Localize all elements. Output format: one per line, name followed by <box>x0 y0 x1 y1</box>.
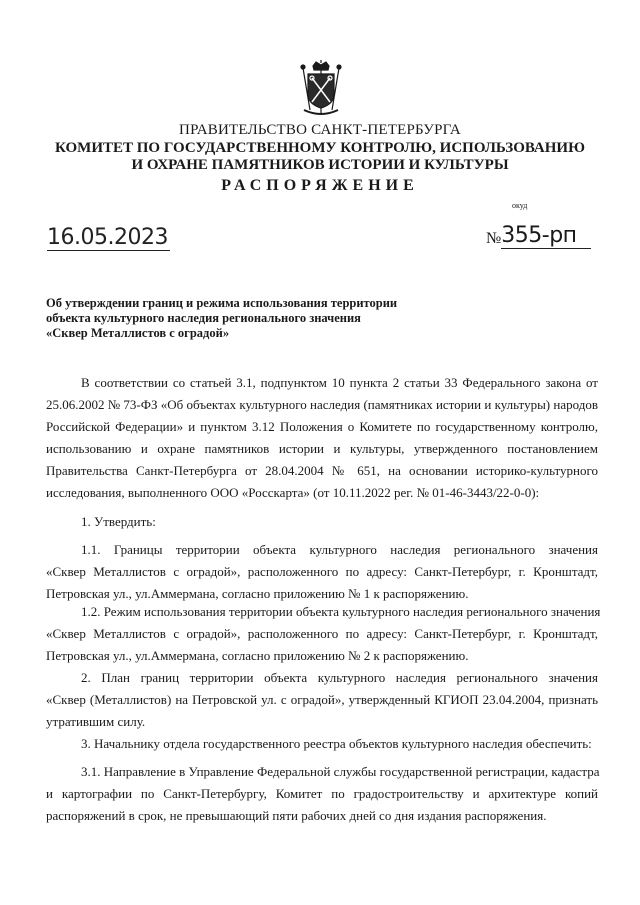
text-line: 25.06.2002 № 73-ФЗ «Об объектах культурного наследия (памятниках истории и культуры) народов <box>46 397 598 412</box>
text-line: и картографии по Санкт-Петербургу, Комитет по градостроительству и архитектуре копий <box>46 786 598 801</box>
okud-label: окуд <box>512 201 528 210</box>
paragraph-preamble <box>46 372 598 504</box>
text-line: исследования, выполненного ООО «Росскарта» (от 10.11.2022 рег. № 01-46-3443/22-0-0): <box>46 485 540 500</box>
text-line: «Сквер Металлистов с оградой», расположенного по адресу: Санкт-Петербург, г. Кронштадт, <box>46 564 598 579</box>
paragraph-item-3 <box>46 733 598 755</box>
text-line: «Сквер (Металлистов) на Петровской ул. с оградой», утвержденный КГИОП 23.04.2004, признать <box>46 692 598 707</box>
text-line: распоряжений в срок, не превышающий пяти рабочих дней со дня издания распоряжения. <box>46 808 547 823</box>
title-line: Об утверждении границ и режима использования территории <box>46 296 398 310</box>
text-line: Петровская ул., ул.Аммермана, согласно приложению № 2 к распоряжению. <box>46 648 469 663</box>
paragraph-item-1 <box>46 511 598 533</box>
paragraph-item-2 <box>46 667 598 733</box>
title-line: «Сквер Металлистов с оградой» <box>46 326 230 340</box>
paragraph-item-3-1 <box>46 761 598 827</box>
number-sign: № <box>486 230 502 247</box>
text-line: Петровская ул., ул.Аммермана, согласно приложению № 1 к распоряжению. <box>46 586 469 601</box>
document-number <box>486 224 591 248</box>
document-type: РАСПОРЯЖЕНИЕ <box>221 177 419 194</box>
text-line: Правительства Санкт-Петербурга от 28.04.2004 № 651, на основании историко-культурного <box>46 463 598 478</box>
text-line: 1. Утвердить: <box>81 514 156 529</box>
paragraph-item-1-2 <box>46 601 601 667</box>
paragraph-item-1-1 <box>46 539 598 605</box>
text-line: 3. Начальнику отдела государственного реестра объектов культурного наследия обеспечить: <box>81 736 592 751</box>
text-line: 3.1. Направление в Управление Федеральной службы государственной регистрации, кадастра <box>81 764 600 779</box>
text-line: утратившим силу. <box>46 714 146 729</box>
committee-name-line1: КОМИТЕТ ПО ГОСУДАРСТВЕННОМУ КОНТРОЛЮ, ИСПОЛЬЗОВАНИЮ <box>55 140 585 156</box>
government-name: ПРАВИТЕЛЬСТВО САНКТ-ПЕТЕРБУРГА <box>179 122 461 138</box>
number-value: 355-рп <box>501 223 590 249</box>
committee-name-line2: И ОХРАНЕ ПАМЯТНИКОВ ИСТОРИИ И КУЛЬТУРЫ <box>131 157 509 173</box>
title-line: объекта культурного наследия регионального значения <box>46 311 361 325</box>
text-line: «Сквер Металлистов с оградой», расположенного по адресу: Санкт-Петербург, г. Кронштадт, <box>46 626 598 641</box>
text-line: 1.2. Режим использования территории объекта культурного наследия регионального значения <box>81 604 601 619</box>
document-title <box>46 296 446 341</box>
text-line: В соответствии со статьей 3.1, подпунктом 10 пункта 2 статьи 33 Федерального закона от <box>81 375 598 390</box>
text-line: Российской Федерации» и пунктом 3.12 Положения о Комитете по государственному контролю, <box>46 419 598 434</box>
text-line: 1.1. Границы территории объекта культурного наследия регионального значения <box>81 542 598 557</box>
text-line: 2. План границ территории объекта культурного наследия регионального значения <box>81 670 598 685</box>
coat-of-arms-icon <box>298 60 344 120</box>
text-line: использованию и охране памятников истории и культуры, утвержденного постановлением <box>46 441 598 456</box>
document-date: 16.05.2023 <box>47 225 168 250</box>
